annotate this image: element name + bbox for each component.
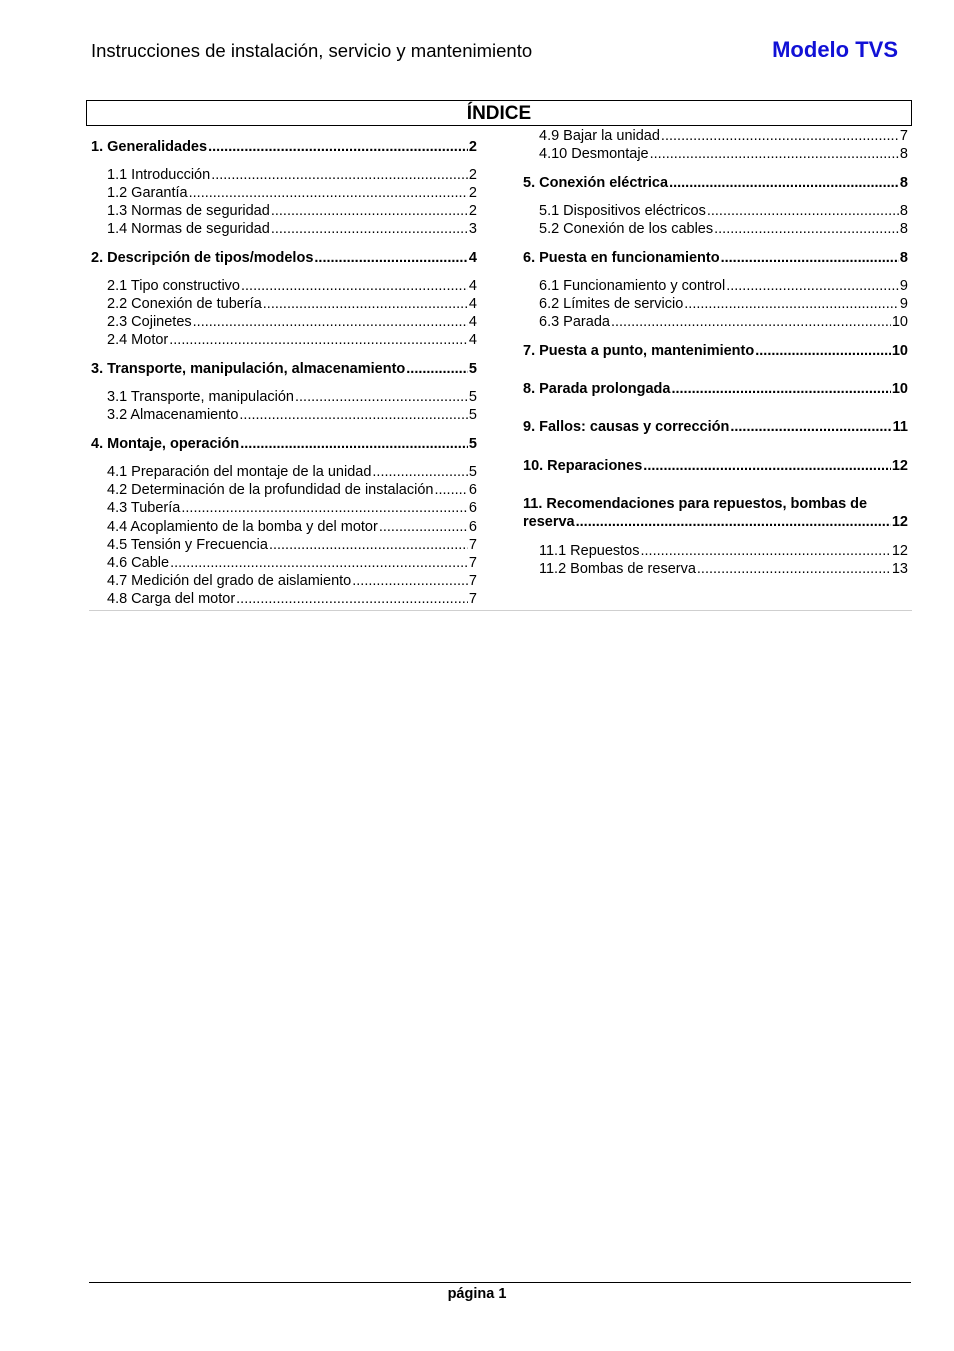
toc-page-number: 6 xyxy=(468,500,477,516)
toc-page-number: 6 xyxy=(468,519,477,535)
index-divider xyxy=(89,610,912,611)
toc-dot-leader xyxy=(352,572,468,590)
toc-section-entry[interactable] xyxy=(523,174,908,192)
toc-entry-title: 4.4 Acoplamiento de la bomba y del motor xyxy=(107,519,378,535)
toc-entry-title: 2.4 Motor xyxy=(107,332,169,348)
toc-dot-leader xyxy=(239,406,468,424)
toc-section-entry[interactable] xyxy=(523,457,908,475)
toc-dot-leader xyxy=(271,220,468,238)
toc-subsection-entry[interactable] xyxy=(539,560,908,578)
toc-page-number: 8 xyxy=(899,250,908,266)
toc-dot-leader xyxy=(181,499,468,517)
model-name: Modelo TVS xyxy=(772,37,898,62)
toc-page-number: 7 xyxy=(468,555,477,571)
toc-subsection-entry[interactable] xyxy=(107,388,477,406)
toc-entry-title: 6.2 Límites de servicio xyxy=(539,296,684,312)
toc-dot-leader xyxy=(193,313,468,331)
toc-page-number: 4 xyxy=(468,332,477,348)
toc-heading-line: 11. Recomendaciones para repuestos, bombas de xyxy=(523,496,868,512)
toc-subsection-entry[interactable] xyxy=(107,481,477,499)
toc-entry-title: 4.10 Desmontaje xyxy=(539,146,649,162)
toc-page-number: 4 xyxy=(468,314,477,330)
toc-entry-title: 8. Parada prolongada xyxy=(523,381,671,397)
toc-page-number: 2 xyxy=(468,167,477,183)
toc-page-number: 4 xyxy=(468,278,477,294)
index-header-box xyxy=(86,100,912,126)
toc-dot-leader xyxy=(211,166,468,184)
toc-entry-title: reserva xyxy=(523,514,575,530)
toc-dot-leader xyxy=(697,560,891,578)
toc-entry-title: 5.2 Conexión de los cables xyxy=(539,221,714,237)
toc-subsection-entry[interactable] xyxy=(107,277,477,295)
toc-dot-leader xyxy=(576,513,891,531)
toc-page-number: 13 xyxy=(891,561,908,577)
toc-subsection-entry[interactable] xyxy=(107,572,477,590)
toc-page-number: 4 xyxy=(468,250,477,266)
toc-page-number: 8 xyxy=(899,203,908,219)
toc-page-number: 2 xyxy=(468,203,477,219)
toc-entry-title: 4.8 Carga del motor xyxy=(107,591,236,607)
toc-entry-title: 7. Puesta a punto, mantenimiento xyxy=(523,343,755,359)
toc-section-entry[interactable] xyxy=(523,513,908,531)
toc-page-number: 10 xyxy=(891,343,908,359)
toc-page-number: 7 xyxy=(468,573,477,589)
toc-entry-title: 1.2 Garantía xyxy=(107,185,188,201)
toc-dot-leader xyxy=(295,388,468,406)
toc-subsection-entry[interactable] xyxy=(539,295,908,313)
toc-section-entry[interactable] xyxy=(91,360,477,378)
toc-dot-leader xyxy=(714,220,899,238)
toc-page-number: 2 xyxy=(468,139,477,155)
toc-page-number: 5 xyxy=(468,361,477,377)
toc-dot-leader xyxy=(669,174,899,192)
toc-dot-leader xyxy=(721,249,899,267)
toc-page-number: 11 xyxy=(892,419,908,435)
toc-page-number: 5 xyxy=(468,407,477,423)
toc-page-number: 10 xyxy=(891,314,908,330)
toc-entry-title: 2.2 Conexión de tubería xyxy=(107,296,262,312)
toc-dot-leader xyxy=(730,418,891,436)
toc-dot-leader xyxy=(726,277,899,295)
toc-entry-title: 1. Generalidades xyxy=(91,139,208,155)
toc-entry-title: 3.2 Almacenamiento xyxy=(107,407,239,423)
toc-entry-title: 1.3 Normas de seguridad xyxy=(107,203,270,219)
toc-subsection-entry[interactable] xyxy=(539,277,908,295)
toc-dot-leader xyxy=(372,463,468,481)
toc-subsection-entry[interactable] xyxy=(107,184,477,202)
toc-subsection-entry[interactable] xyxy=(107,295,477,313)
toc-dot-leader xyxy=(707,202,899,220)
toc-entry-title: 6. Puesta en funcionamiento xyxy=(523,250,720,266)
toc-entry-title: 1.1 Introducción xyxy=(107,167,211,183)
toc-page-number: 7 xyxy=(468,591,477,607)
toc-section-entry[interactable] xyxy=(91,435,477,453)
toc-entry-title: 11.2 Bombas de reserva xyxy=(539,561,696,577)
toc-subsection-entry[interactable] xyxy=(107,220,477,238)
toc-dot-leader xyxy=(271,202,468,220)
toc-section-entry[interactable] xyxy=(91,249,477,267)
toc-entry-title: 4. Montaje, operación xyxy=(91,436,240,452)
toc-subsection-entry[interactable] xyxy=(539,313,908,331)
toc-section-entry[interactable] xyxy=(91,138,477,156)
toc-dot-leader xyxy=(241,277,468,295)
toc-page-number: 3 xyxy=(468,221,477,237)
toc-page-number: 10 xyxy=(891,381,908,397)
toc-page-number: 12 xyxy=(891,514,908,530)
toc-subsection-entry[interactable] xyxy=(539,220,908,238)
toc-entry-title: 6.1 Funcionamiento y control xyxy=(539,278,726,294)
toc-page-number: 4 xyxy=(468,296,477,312)
toc-entry-title: 2.1 Tipo constructivo xyxy=(107,278,240,294)
toc-page-number: 8 xyxy=(899,175,908,191)
toc-entry-title: 5.1 Dispositivos eléctricos xyxy=(539,203,706,219)
toc-section-entry[interactable] xyxy=(523,342,908,360)
toc-entry-title: 3. Transporte, manipulación, almacenamiento xyxy=(91,361,406,377)
page-number: página 1 xyxy=(447,1286,507,1302)
toc-subsection-entry[interactable] xyxy=(107,518,477,536)
toc-page-number: 9 xyxy=(899,296,908,312)
toc-entry-title: 4.3 Tubería xyxy=(107,500,181,516)
toc-dot-leader xyxy=(169,331,468,349)
toc-dot-leader xyxy=(208,138,468,156)
toc-entry-title: 4.7 Medición del grado de aislamiento xyxy=(107,573,352,589)
document-header-title: Instrucciones de instalación, servicio y mantenimiento xyxy=(91,40,533,61)
toc-subsection-entry[interactable] xyxy=(107,331,477,349)
toc-subsection-entry[interactable] xyxy=(539,202,908,220)
toc-dot-leader xyxy=(755,342,891,360)
toc-entry-title: 9. Fallos: causas y corrección xyxy=(523,419,730,435)
toc-page-number: 12 xyxy=(891,458,908,474)
toc-dot-leader xyxy=(269,536,468,554)
toc-page-number: 9 xyxy=(899,278,908,294)
toc-subsection-entry[interactable] xyxy=(539,127,908,145)
toc-entry-title: 2. Descripción de tipos/modelos xyxy=(91,250,314,266)
toc-dot-leader xyxy=(671,380,890,398)
toc-dot-leader xyxy=(434,481,467,499)
toc-subsection-entry[interactable] xyxy=(107,499,477,517)
toc-entry-title: 3.1 Transporte, manipulación xyxy=(107,389,294,405)
toc-section-entry[interactable] xyxy=(523,249,908,267)
toc-dot-leader xyxy=(170,554,468,572)
toc-page-number: 6 xyxy=(468,482,477,498)
toc-entry-title: 4.1 Preparación del montaje de la unidad xyxy=(107,464,372,480)
toc-subsection-entry[interactable] xyxy=(107,406,477,424)
index-title: ÍNDICE xyxy=(466,103,532,124)
toc-entry-title: 11.1 Repuestos xyxy=(539,543,640,559)
toc-entry-title: 4.9 Bajar la unidad xyxy=(539,128,660,144)
toc-subsection-entry[interactable] xyxy=(107,536,477,554)
toc-entry-title: 5. Conexión eléctrica xyxy=(523,175,669,191)
toc-dot-leader xyxy=(643,457,891,475)
toc-dot-leader xyxy=(189,184,468,202)
toc-page-number: 5 xyxy=(468,389,477,405)
toc-subsection-entry[interactable] xyxy=(107,554,477,572)
toc-entry-title: 6.3 Parada xyxy=(539,314,610,330)
toc-dot-leader xyxy=(236,590,468,608)
toc-dot-leader xyxy=(263,295,468,313)
toc-subsection-entry[interactable] xyxy=(107,590,477,608)
toc-subsection-entry[interactable] xyxy=(107,463,477,481)
toc-page-number: 8 xyxy=(899,146,908,162)
toc-dot-leader xyxy=(611,313,891,331)
toc-section-entry[interactable] xyxy=(523,418,908,436)
toc-entry-title: 4.2 Determinación de la profundidad de instalación xyxy=(107,482,434,498)
toc-page-number: 7 xyxy=(899,128,908,144)
toc-subsection-entry[interactable] xyxy=(539,542,908,560)
toc-entry-title: 4.5 Tensión y Frecuencia xyxy=(107,537,268,553)
toc-section-entry[interactable] xyxy=(523,380,908,398)
toc-dot-leader xyxy=(641,542,891,560)
toc-subsection-entry[interactable] xyxy=(539,145,908,163)
toc-page-number: 2 xyxy=(468,185,477,201)
toc-page-number: 5 xyxy=(468,436,477,452)
toc-subsection-entry[interactable] xyxy=(107,166,477,184)
toc-entry-title: 10. Reparaciones xyxy=(523,458,643,474)
toc-dot-leader xyxy=(650,145,899,163)
toc-page-number: 12 xyxy=(891,543,908,559)
toc-subsection-entry[interactable] xyxy=(107,202,477,220)
toc-entry-title: 4.6 Cable xyxy=(107,555,170,571)
footer-divider xyxy=(89,1282,911,1283)
toc-dot-leader xyxy=(406,360,468,378)
toc-dot-leader xyxy=(684,295,899,313)
toc-page-number: 8 xyxy=(899,221,908,237)
toc-subsection-entry[interactable] xyxy=(107,313,477,331)
toc-page-number: 5 xyxy=(468,464,477,480)
toc-dot-leader xyxy=(314,249,468,267)
toc-dot-leader xyxy=(379,518,468,536)
toc-entry-title: 1.4 Normas de seguridad xyxy=(107,221,270,237)
toc-dot-leader xyxy=(661,127,899,145)
toc-entry-title: 2.3 Cojinetes xyxy=(107,314,192,330)
toc-page-number: 7 xyxy=(468,537,477,553)
toc-dot-leader xyxy=(240,435,468,453)
